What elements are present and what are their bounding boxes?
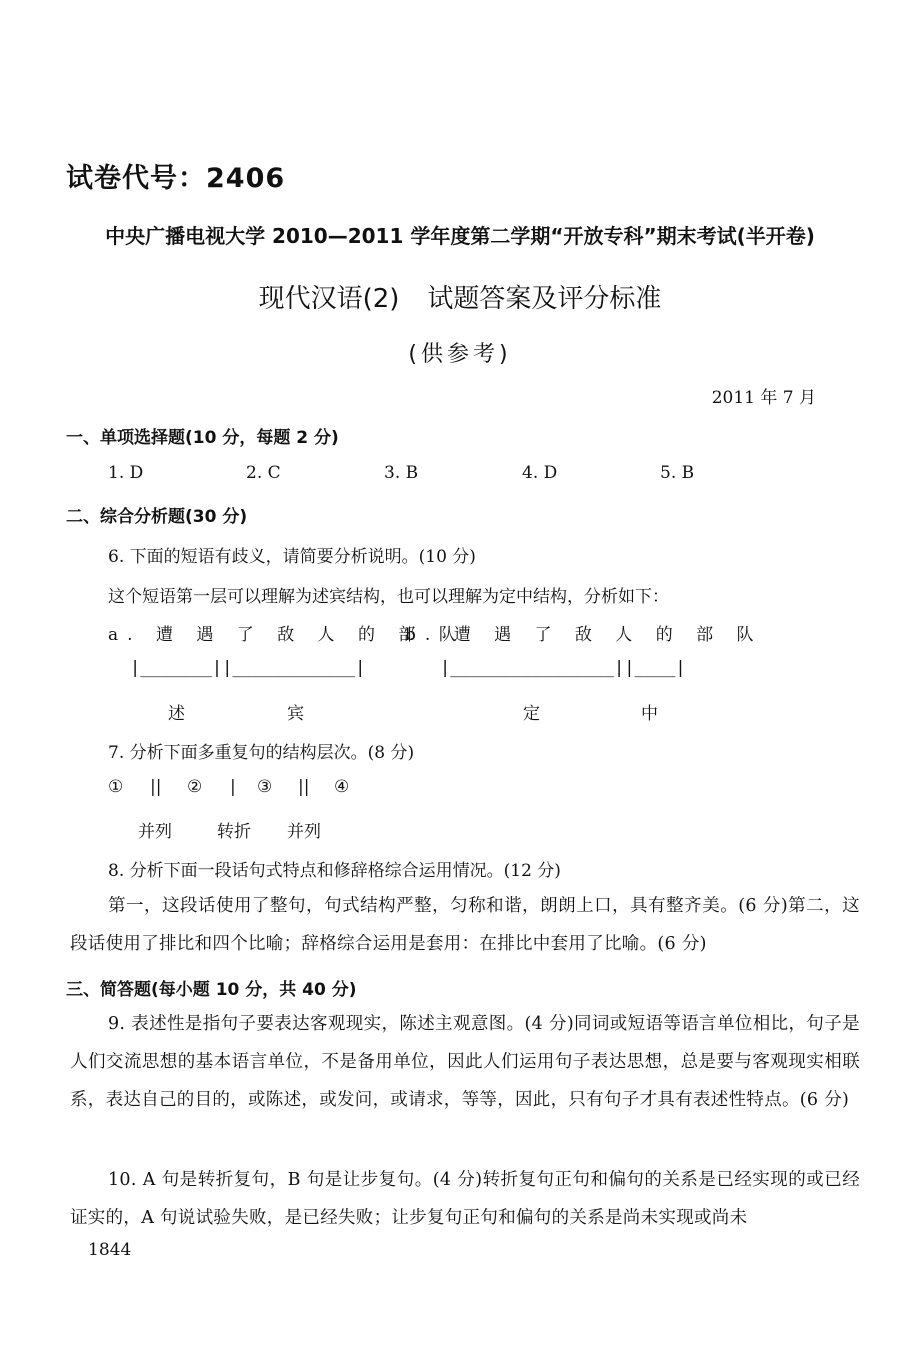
q6-label-a2: 宾 [287, 704, 304, 724]
q6-label-b2: 中 [641, 704, 658, 724]
q6-label-b1: 定 [523, 704, 540, 724]
q7-mark-7: ④ [334, 777, 350, 797]
q6-phrase-a: a. 遭 遇 了 敌 人 的 部 队 [108, 625, 465, 645]
q6-bracket-a: |_______||____________| [130, 658, 366, 678]
doc-title: 试题答案及评分标准 [427, 284, 662, 314]
section3-heading: 三、简答题(每小题 10 分，共 40 分) [66, 980, 357, 1000]
answer-5: 5. B [660, 463, 695, 483]
q10-answer: 10. A 句是转折复句，B 句是让步复句。(4 分)转折复句正句和偏句的关系是已经实现的或已经证实的，A 句说试验失败，是已经失败；让步复句正句和偏句的关系是尚未实现或尚未 [70, 1170, 860, 1228]
q6-phrase-b: b. 遭 遇 了 敌 人 的 部 队 [405, 625, 763, 645]
q7-relation-2: 转折 [217, 822, 251, 842]
q7-mark-2: || [150, 777, 162, 797]
q7-mark-4: | [230, 777, 236, 797]
course-title [0, 278, 920, 315]
q7-mark-5: ③ [257, 777, 273, 797]
q7-prompt: 7. 分析下面多重复句的结构层次。(8 分) [108, 743, 415, 763]
exam-code: 试卷代号：2406 [66, 163, 286, 194]
q7-relation-1: 并列 [138, 822, 172, 842]
school-line: 中央广播电视大学 2010—2011 学年度第二学期“开放专科”期末考试(半开卷) [105, 224, 815, 248]
course-name: 现代汉语(2) [258, 284, 400, 314]
answer-2: 2. C [246, 463, 281, 483]
date: 2011 年 7 月 [711, 388, 816, 408]
answer-4: 4. D [522, 463, 558, 483]
section1-heading: 一、单项选择题(10 分，每题 2 分) [66, 428, 339, 448]
reference-note: (供参考) [408, 342, 512, 367]
section2-heading: 二、综合分析题(30 分) [66, 507, 248, 527]
answer-3: 3. B [384, 463, 419, 483]
q6-label-a1: 述 [168, 704, 185, 724]
q8-prompt: 8. 分析下面一段话句式特点和修辞格综合运用情况。(12 分) [108, 861, 561, 881]
q8-answer: 第一，这段话使用了整句，句式结构严整，匀称和谐，朗朗上口，具有整齐美。(6 分)第二，这段话使用了排比和四个比喻；辞格综合运用是套用：在排比中套用了比喻。(6 分) [70, 896, 860, 954]
q6-bracket-b: |________________||____| [440, 658, 686, 678]
q6-intro: 这个短语第一层可以理解为述宾结构，也可以理解为定中结构，分析如下： [108, 587, 669, 607]
answer-1: 1. D [108, 463, 144, 483]
q7-relation-3: 并列 [287, 822, 321, 842]
q7-mark-6: || [298, 777, 310, 797]
q6-prompt: 6. 下面的短语有歧义，请简要分析说明。(10 分) [108, 547, 476, 567]
q7-mark-3: ② [187, 777, 203, 797]
q7-mark-1: ① [108, 777, 124, 797]
page-number: 1844 [88, 1240, 132, 1260]
q9-answer: 9. 表述性是指句子要表达客观现实，陈述主观意图。(4 分)同词或短语等语言单位相比，句子是人们交流思想的基本语言单位，不是备用单位，因此人们运用句子表达思想，总是要与客观现实相联系，表达自己的目的，或陈述，或发问，或请求，等等，因此，只有句子才具有表述性特点。(6 分) [70, 1014, 860, 1110]
